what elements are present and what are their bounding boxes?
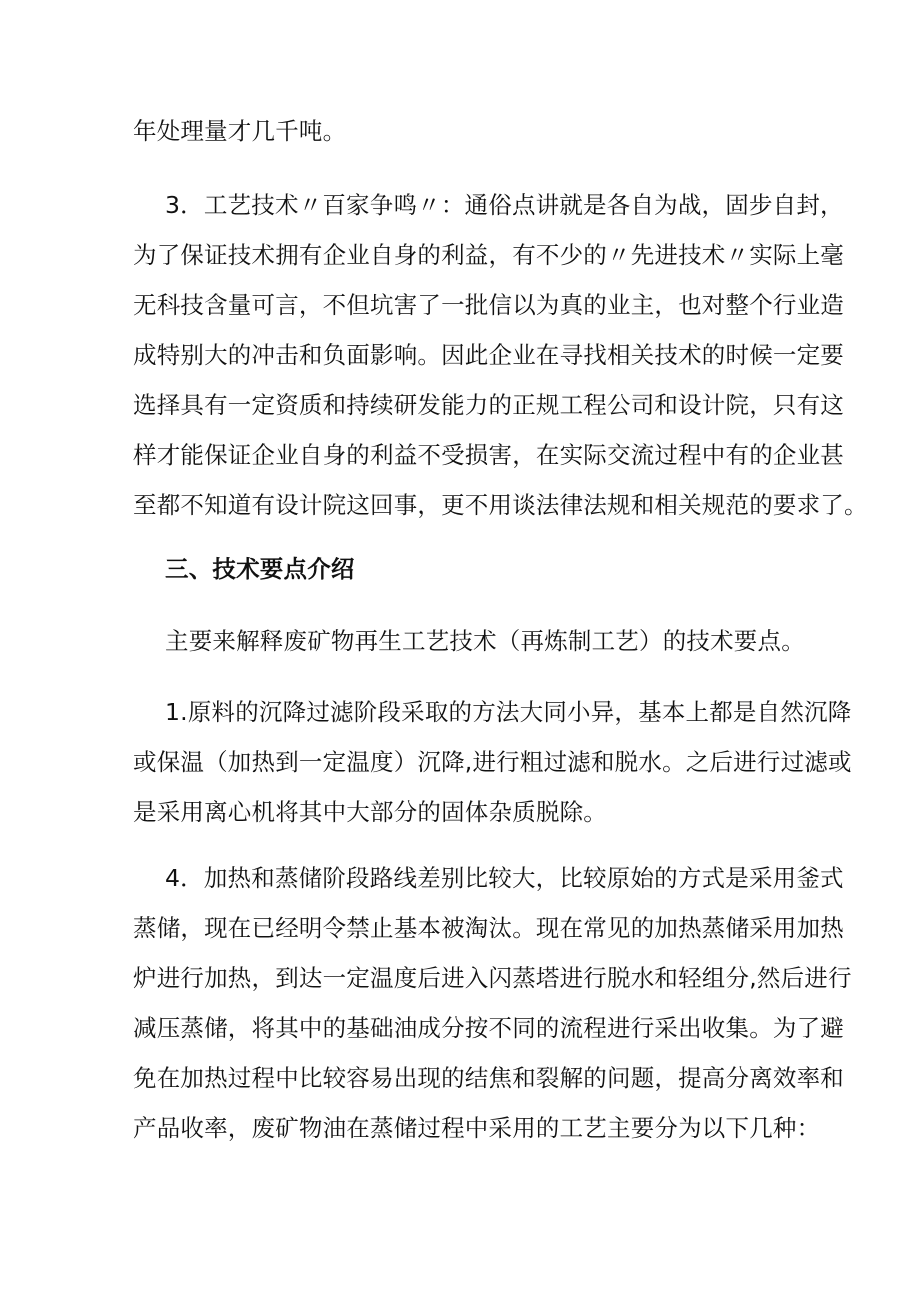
paragraph-line: 主要来解释废矿物再生工艺技术（再炼制工艺）的技术要点。 (165, 627, 805, 655)
paragraph-line: 为了保证技术拥有企业自身的利益，有不少的〃先进技术〃实际上毫 (133, 241, 844, 269)
paragraph-line: 4．加热和蒸储阶段路线差别比较大，比较原始的方式是采用釜式 (165, 864, 844, 892)
paragraph-line: 无科技含量可言，不但坑害了一批信以为真的业主，也对整个行业造 (133, 291, 844, 319)
paragraph-line: 减压蒸储，将其中的基础油成分按不同的流程进行采出收集。为了避 (133, 1014, 844, 1042)
paragraph-line: 1.原料的沉降过滤阶段采取的方法大同小异，基本上都是自然沉降 (165, 698, 852, 726)
paragraph-line: 3．工艺技术〃百家争鸣〃：通俗点讲就是各自为战，固步自封， (165, 191, 844, 219)
paragraph-line: 或保温（加热到一定温度）沉降,进行粗过滤和脱水。之后进行过滤或 (133, 748, 852, 776)
paragraph-line: 是采用离心机将其中大部分的固体杂质脱除。 (133, 798, 607, 826)
paragraph-line: 选择具有一定资质和持续研发能力的正规工程公司和设计院，只有这 (133, 391, 844, 419)
paragraph-line: 至都不知道有设计院这回事，更不用谈法律法规和相关规范的要求了。 (133, 491, 868, 519)
paragraph-line: 成特别大的冲击和负面影响。因此企业在寻找相关技术的时候一定要 (133, 341, 844, 369)
paragraph-line: 蒸储，现在已经明令禁止基本被淘汰。现在常见的加热蒸储采用加热 (133, 914, 844, 942)
paragraph-line: 样才能保证企业自身的利益不受损害，在实际交流过程中有的企业甚 (133, 441, 844, 469)
paragraph-line: 年处理量才几千吨。 (133, 117, 347, 145)
paragraph-line: 炉进行加热，到达一定温度后进入闪蒸塔进行脱水和轻组分,然后进行 (133, 964, 852, 992)
section-heading: 三、技术要点介绍 (165, 555, 355, 583)
paragraph-line: 产品收率，废矿物油在蒸储过程中采用的工艺主要分为以下几种： (133, 1114, 821, 1142)
paragraph-line: 免在加热过程中比较容易出现的结焦和裂解的问题，提高分离效率和 (133, 1064, 844, 1092)
